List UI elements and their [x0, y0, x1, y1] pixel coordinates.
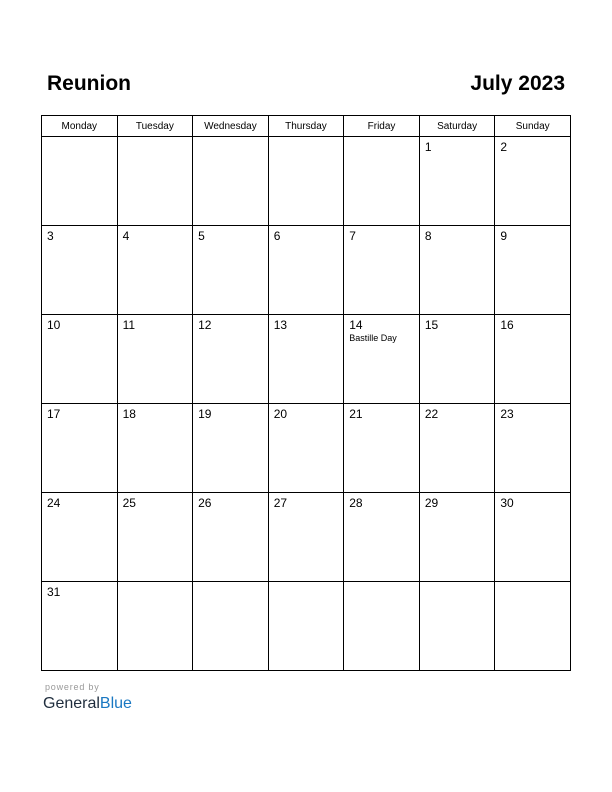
day-number: 23 — [500, 407, 514, 421]
week-row — [42, 493, 571, 582]
week-row — [42, 582, 571, 671]
day-cell — [117, 226, 193, 315]
day-cell — [495, 137, 571, 226]
day-cell — [117, 404, 193, 493]
day-number: 6 — [273, 229, 281, 243]
day-cell — [495, 226, 571, 315]
empty-day-cell — [419, 582, 495, 671]
day-number: 22 — [424, 407, 439, 421]
empty-day-cell — [268, 582, 344, 671]
day-cell — [495, 404, 571, 493]
weekday-header-row — [42, 116, 571, 137]
day-number: 12 — [198, 318, 212, 332]
day-number: 27 — [273, 496, 288, 510]
weekday-header: Saturday — [419, 116, 495, 137]
day-cell — [117, 493, 193, 582]
generalblue-logo — [43, 694, 132, 714]
day-number: 13 — [273, 318, 288, 332]
footer-branding — [43, 682, 132, 714]
weekday-header: Thursday — [268, 116, 344, 137]
day-number: 19 — [198, 407, 212, 421]
day-number: 20 — [273, 407, 288, 421]
day-cell — [419, 226, 495, 315]
weekday-header: Wednesday — [193, 116, 269, 137]
day-number: 4 — [122, 229, 130, 243]
day-cell — [495, 493, 571, 582]
calendar-body — [42, 137, 571, 671]
empty-day-cell — [268, 137, 344, 226]
logo-text-general: General — [43, 695, 100, 712]
calendar-month-title: July 2023 — [470, 72, 565, 95]
day-number: 17 — [47, 407, 61, 421]
day-number: 11 — [122, 318, 136, 332]
day-number: 3 — [47, 229, 54, 243]
day-cell — [117, 315, 193, 404]
empty-day-cell — [495, 582, 571, 671]
day-cell — [268, 315, 344, 404]
week-row — [42, 404, 571, 493]
day-number: 26 — [198, 496, 212, 510]
week-row — [42, 226, 571, 315]
day-number: 10 — [47, 318, 61, 332]
day-cell — [42, 493, 118, 582]
day-cell — [42, 582, 118, 671]
day-cell — [193, 404, 269, 493]
weekday-header: Monday — [42, 116, 118, 137]
day-number: 2 — [500, 140, 508, 154]
day-cell — [344, 404, 420, 493]
day-number: 18 — [122, 407, 136, 421]
day-number: 25 — [122, 496, 136, 510]
week-row — [42, 315, 571, 404]
day-cell — [42, 404, 118, 493]
day-cell — [193, 315, 269, 404]
weekday-header: Sunday — [495, 116, 571, 137]
day-cell — [193, 493, 269, 582]
day-number: 1 — [424, 140, 432, 154]
day-cell — [344, 226, 420, 315]
empty-day-cell — [117, 582, 193, 671]
calendar-region-title: Reunion — [47, 72, 131, 95]
day-number: 8 — [424, 229, 432, 243]
day-number: 28 — [349, 496, 363, 510]
day-cell — [419, 493, 495, 582]
empty-day-cell — [42, 137, 118, 226]
day-number: 29 — [424, 496, 439, 510]
day-number: 30 — [500, 496, 514, 510]
empty-day-cell — [344, 582, 420, 671]
day-number: 21 — [349, 407, 363, 421]
weekday-header: Friday — [344, 116, 420, 137]
day-number: 15 — [424, 318, 439, 332]
day-cell — [419, 315, 495, 404]
day-number: 31 — [47, 585, 61, 599]
day-cell — [495, 315, 571, 404]
logo-text-blue: Blue — [99, 695, 132, 712]
day-cell — [419, 137, 495, 226]
week-row — [42, 137, 571, 226]
day-number: 5 — [198, 229, 205, 243]
day-cell — [268, 404, 344, 493]
day-number: 9 — [500, 229, 508, 243]
day-cell — [344, 315, 420, 404]
day-number: 7 — [349, 229, 356, 243]
empty-day-cell — [117, 137, 193, 226]
day-cell — [42, 315, 118, 404]
day-cell — [419, 404, 495, 493]
empty-day-cell — [193, 582, 269, 671]
day-cell — [268, 493, 344, 582]
weekday-header: Tuesday — [117, 116, 193, 137]
empty-day-cell — [193, 137, 269, 226]
empty-day-cell — [344, 137, 420, 226]
day-number: 14 — [349, 318, 363, 332]
day-cell — [268, 226, 344, 315]
day-cell — [42, 226, 118, 315]
month-calendar-grid — [41, 115, 571, 671]
powered-by-text: powered by — [45, 682, 100, 692]
day-cell — [193, 226, 269, 315]
day-cell — [344, 493, 420, 582]
day-number: 24 — [47, 496, 61, 510]
holiday-label: Bastille Day — [349, 333, 397, 343]
day-number: 16 — [500, 318, 514, 332]
